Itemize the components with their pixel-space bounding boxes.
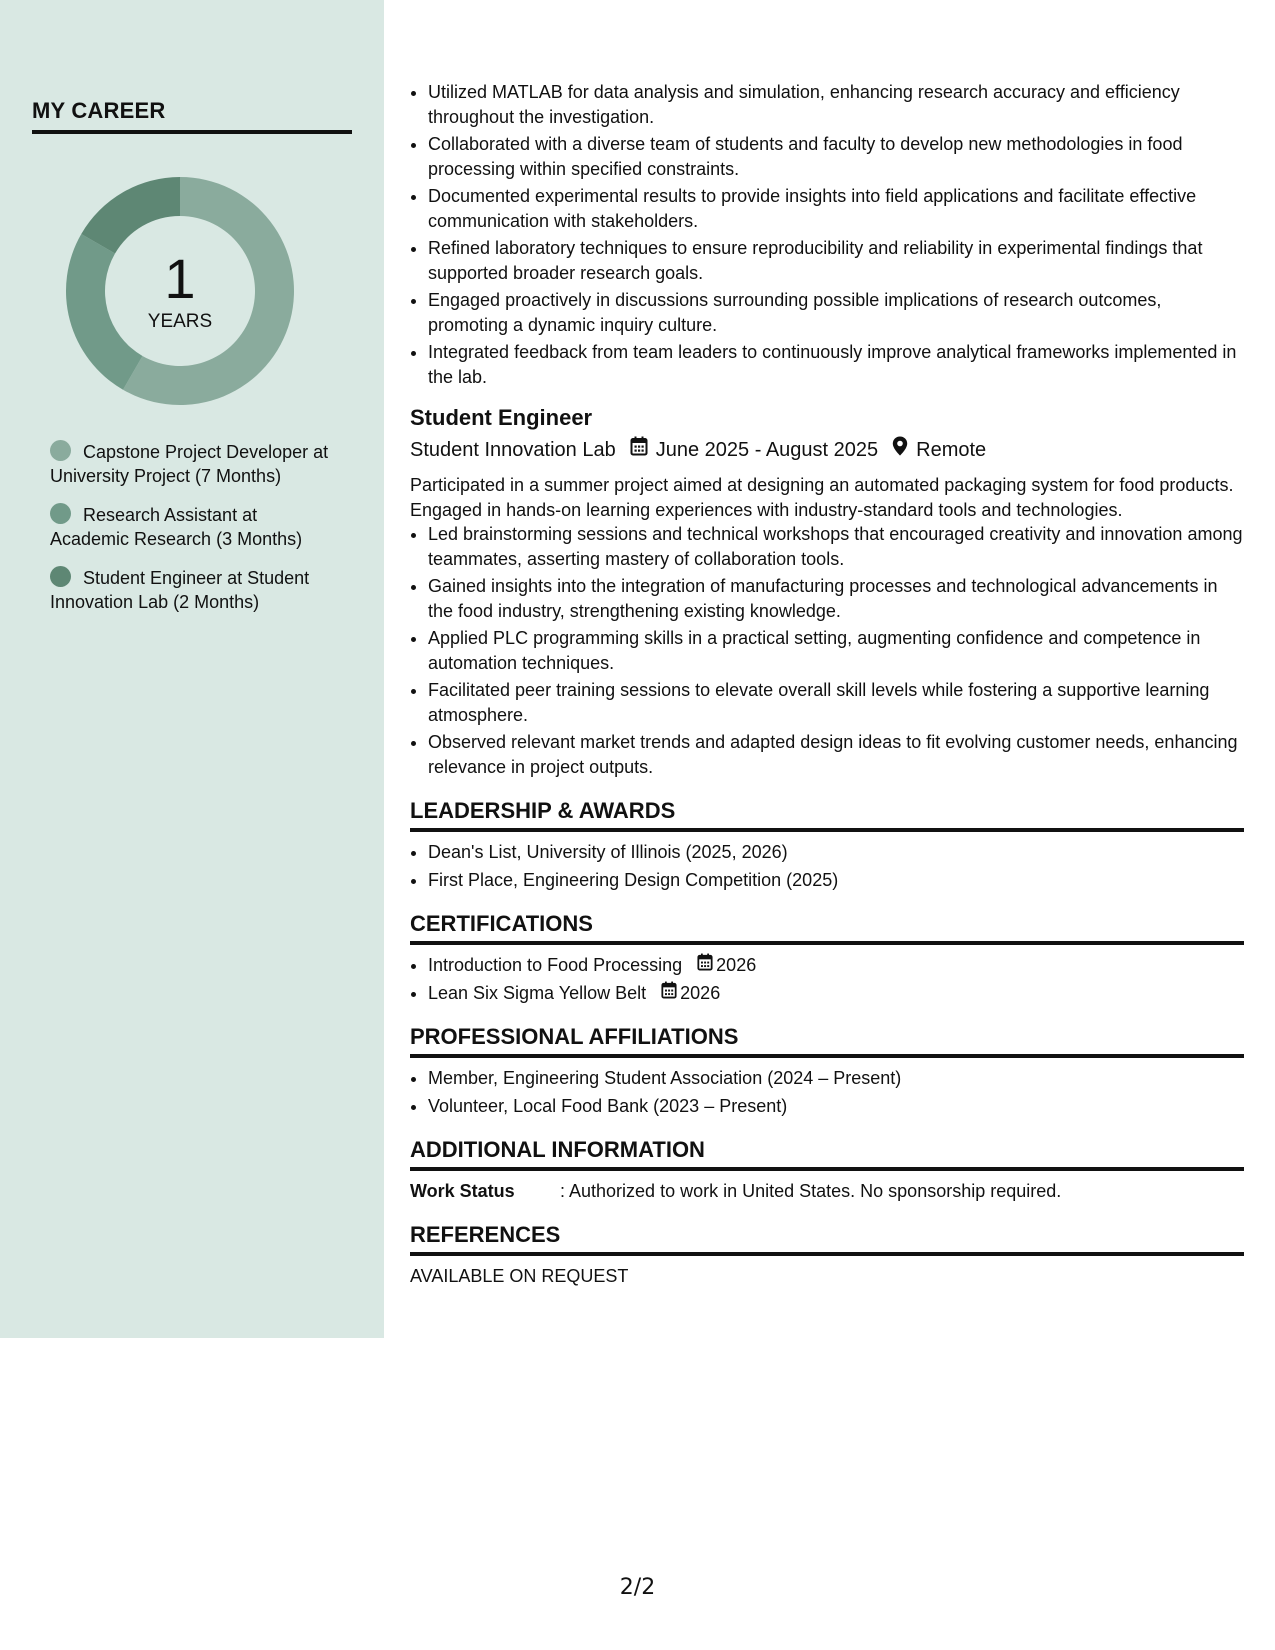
- list-item: • Gained insights into the integration of manufacturing processes and technological advancements in the food industry, strengthening existing knowledge.: [428, 574, 1244, 623]
- calendar-icon: [661, 981, 680, 1006]
- legend-item: [50, 566, 340, 614]
- affiliations-list: [410, 1066, 1244, 1118]
- calendar-icon: [697, 953, 716, 978]
- years-number: 1: [164, 247, 196, 310]
- location-pin-icon: [892, 435, 908, 465]
- main-content: [410, 80, 1244, 1288]
- list-item: • Volunteer, Local Food Bank (2023 – Present): [428, 1094, 1244, 1119]
- previous-role-bullets: [410, 80, 1244, 389]
- list-item: • Refined laboratory techniques to ensure reproducibility and reliability in experimental findings that supported broader research goals.: [428, 236, 1244, 285]
- legend-dot: [50, 566, 71, 587]
- list-item: [428, 981, 1244, 1006]
- list-item: • Engaged proactively in discussions surrounding possible implications of research outcomes, promoting a dynamic inquiry culture.: [428, 288, 1244, 337]
- job-bullets: [410, 522, 1244, 779]
- cert-year: 2026: [716, 955, 757, 975]
- job-title: Student Engineer: [410, 405, 593, 430]
- sidebar: [0, 0, 384, 1338]
- career-section-title: MY CAREER: [32, 98, 352, 134]
- list-item: • Observed relevant market trends and adapted design ideas to fit evolving customer needs, enhancing relevance in project outputs.: [428, 730, 1244, 779]
- list-item: [428, 953, 1244, 978]
- job-location: Remote: [916, 439, 987, 461]
- list-item: • Member, Engineering Student Association (2024 – Present): [428, 1066, 1244, 1091]
- career-legend: [50, 440, 340, 629]
- certifications-list: [410, 953, 1244, 1005]
- cert-date: [661, 981, 720, 1006]
- career-donut-chart: [66, 177, 294, 405]
- work-status-row: [410, 1179, 1244, 1203]
- legend-dot: [50, 440, 71, 461]
- references-heading: REFERENCES: [410, 1221, 1244, 1256]
- job-description: Participated in a summer project aimed at designing an automated packaging system for food products. Engaged in hands-on learning experiences with industry-standard tools and technologies.: [410, 475, 1234, 520]
- list-item: • Dean's List, University of Illinois (2025, 2026): [428, 840, 1244, 865]
- legend-label: Capstone Project Developer at University Project (7 Months): [50, 442, 329, 486]
- work-status-key: Work Status: [410, 1181, 515, 1201]
- cert-year: 2026: [680, 982, 721, 1003]
- legend-item: [50, 440, 340, 488]
- list-item: • Documented experimental results to provide insights into field applications and facilitate effective communication with stakeholders.: [428, 184, 1244, 233]
- legend-label: Student Engineer at Student Innovation Lab (2 Months): [50, 568, 310, 612]
- list-item: • First Place, Engineering Design Competition (2025): [428, 868, 1244, 893]
- list-item: • Led brainstorming sessions and technical workshops that encouraged creativity and innovation among teammates, asserting mastery of collaboration tools.: [428, 522, 1244, 571]
- work-status-value: : Authorized to work in United States. No sponsorship required.: [560, 1181, 1062, 1201]
- cert-name: Introduction to Food Processing: [428, 955, 683, 975]
- legend-dot: [50, 503, 71, 524]
- list-item: • Integrated feedback from team leaders to continuously improve analytical frameworks implemented in the lab.: [428, 340, 1244, 389]
- calendar-icon: [630, 435, 648, 465]
- cert-name: Lean Six Sigma Yellow Belt: [428, 982, 647, 1003]
- leadership-list: [410, 840, 1244, 892]
- references-text: AVAILABLE ON REQUEST: [410, 1266, 629, 1286]
- legend-item: [50, 503, 340, 551]
- list-item: • Applied PLC programming skills in a practical setting, augmenting confidence and competence in automation techniques.: [428, 626, 1244, 675]
- list-item: • Utilized MATLAB for data analysis and simulation, enhancing research accuracy and efficiency throughout the investigation.: [428, 80, 1244, 129]
- leadership-heading: LEADERSHIP & AWARDS: [410, 797, 1244, 832]
- affiliations-heading: PROFESSIONAL AFFILIATIONS: [410, 1023, 1244, 1058]
- job-dates: June 2025 - August 2025: [655, 439, 879, 461]
- cert-date: [697, 953, 756, 978]
- additional-info-heading: ADDITIONAL INFORMATION: [410, 1136, 1244, 1171]
- years-label: YEARS: [147, 311, 213, 332]
- legend-label: Research Assistant at Academic Research (3 Months): [50, 505, 303, 549]
- certifications-heading: CERTIFICATIONS: [410, 910, 1244, 945]
- donut-segment: [81, 177, 180, 254]
- list-item: • Collaborated with a diverse team of students and faculty to develop new methodologies in food processing within specified constraints.: [428, 132, 1244, 181]
- job-company: Student Innovation Lab: [410, 439, 616, 461]
- job-meta: [410, 435, 1244, 465]
- page-number: 2/2: [619, 1575, 656, 1600]
- list-item: • Facilitated peer training sessions to elevate overall skill levels while fostering a supportive learning atmosphere.: [428, 678, 1244, 727]
